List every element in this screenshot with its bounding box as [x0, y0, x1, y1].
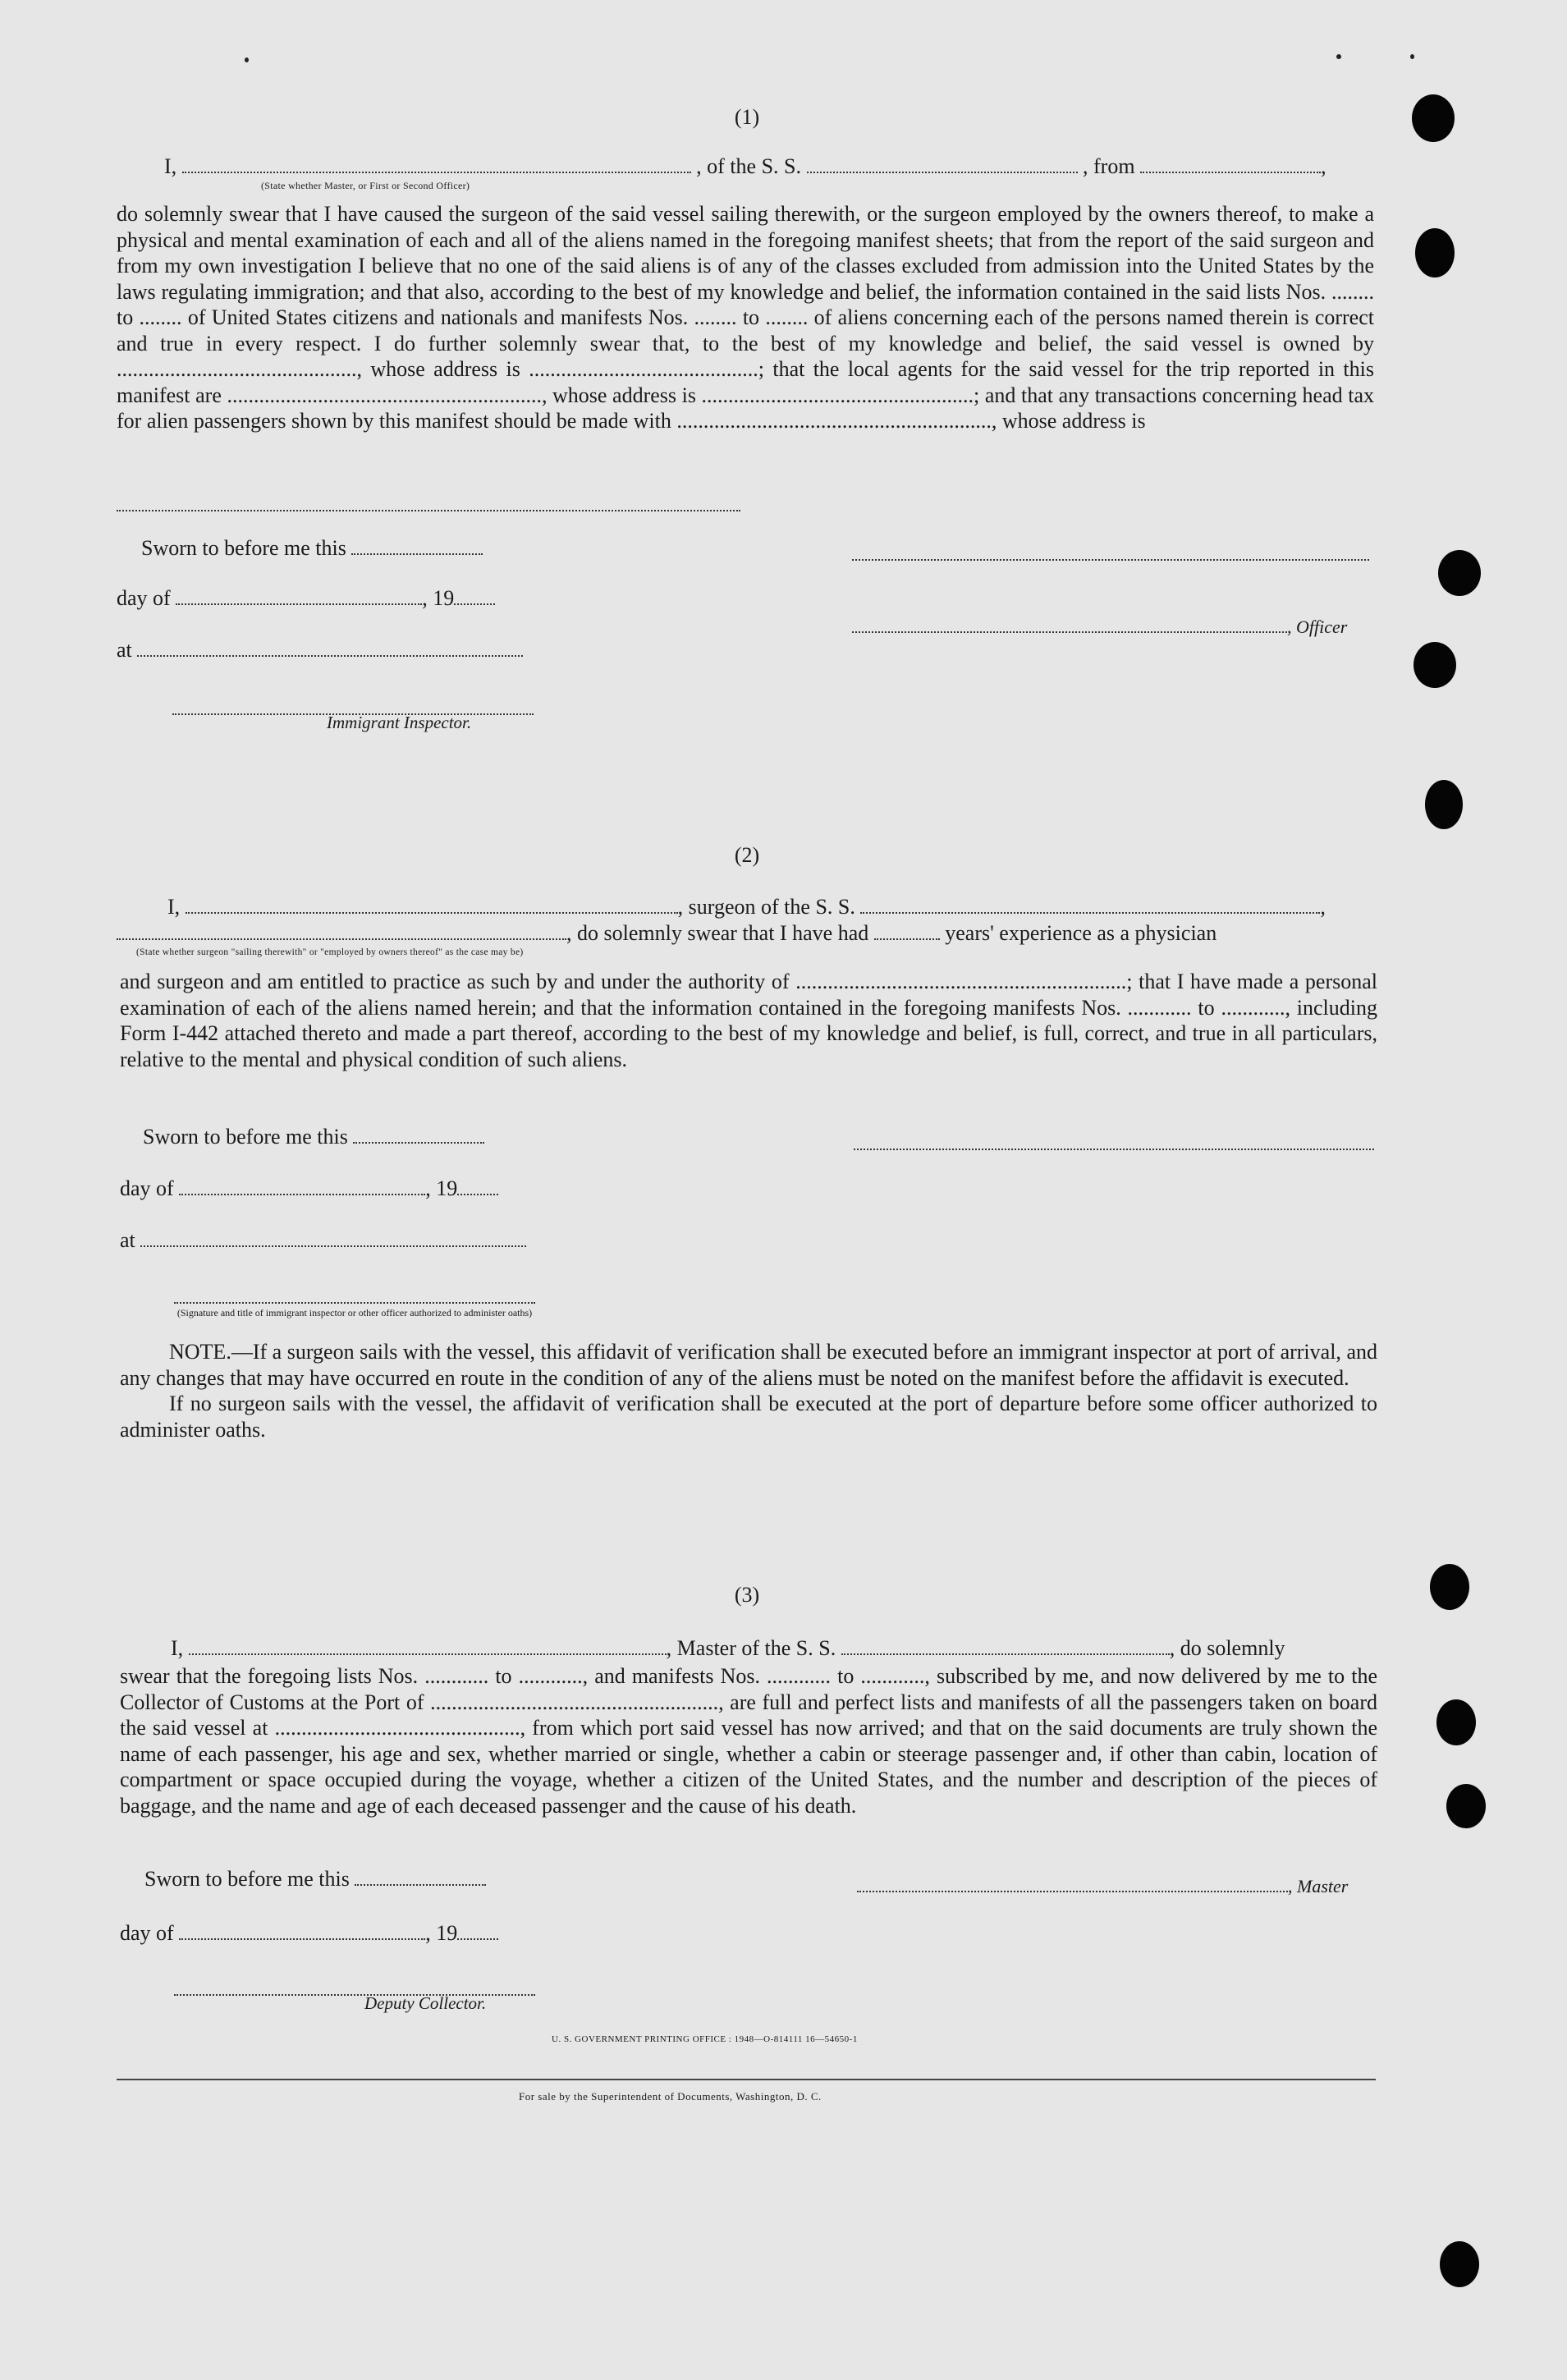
day-of-text: day of — [120, 1176, 174, 1200]
sworn-text: Sworn to before me this — [143, 1125, 348, 1149]
ink-speck — [1336, 54, 1341, 59]
ink-speck — [245, 57, 249, 62]
affiant-line: I, , of the S. S. , from , — [164, 154, 1326, 178]
at-line — [117, 638, 523, 663]
rank-caption: (State whether Master, or First or Second Officer) — [261, 180, 470, 191]
inspector-label: Immigrant Inspector. — [327, 713, 472, 732]
affidavit-body — [117, 201, 1374, 434]
from-port-field[interactable] — [1140, 168, 1321, 173]
day-line — [120, 1921, 498, 1946]
sworn-date-field[interactable] — [351, 550, 483, 555]
year-text: , 19 — [425, 1176, 458, 1200]
day-of-text: day of — [117, 586, 171, 610]
collector-label: Deputy Collector. — [364, 1993, 487, 2013]
surgeon-status-field[interactable] — [117, 935, 566, 940]
footer-rule — [117, 2079, 1376, 2080]
month-field[interactable] — [179, 1935, 425, 1940]
punch-hole — [1446, 1784, 1486, 1828]
lead-text: I, — [167, 895, 181, 919]
day-line — [120, 1176, 498, 1201]
solemnly-text: , do solemnly — [1169, 1636, 1285, 1660]
officer-signature-field[interactable] — [852, 628, 1287, 633]
note-text: If no surgeon sails with the vessel, the affidavit of verification shall be executed at the port of departure before some officer authorized to administer oaths. — [120, 1392, 1377, 1442]
swear-text: , do solemnly swear that I have had — [566, 921, 869, 945]
place-field[interactable] — [140, 1242, 526, 1247]
section-number: (2) — [734, 843, 760, 867]
punch-hole — [1414, 642, 1456, 688]
master-signature-field[interactable] — [857, 1887, 1288, 1892]
punch-hole — [1440, 2241, 1479, 2287]
lead-text: I, — [164, 154, 177, 178]
for-sale-notice: For sale by the Superintendent of Documents, Washington, D. C. — [519, 2090, 822, 2103]
sworn-date-field[interactable] — [355, 1881, 486, 1886]
punch-hole — [1425, 780, 1463, 829]
sworn-date-field[interactable] — [353, 1139, 484, 1144]
year-field[interactable] — [454, 600, 495, 605]
punch-hole — [1438, 550, 1481, 596]
officer-label: , Officer — [1287, 617, 1348, 637]
surgeon-of-text: , surgeon of the S. S. — [677, 895, 855, 919]
printing-office-imprint: U. S. GOVERNMENT PRINTING OFFICE : 1948—O-814111 16—54650-1 — [552, 2034, 858, 2044]
signature-caption: (Signature and title of immigrant inspector or other officer authorized to administer oaths) — [176, 1307, 533, 1318]
blank-line[interactable] — [117, 493, 740, 517]
master-label: , Master — [1288, 1876, 1349, 1896]
vessel-name-field[interactable] — [807, 168, 1078, 173]
at-text: at — [117, 638, 132, 662]
master-of-text: , Master of the S. S. — [666, 1636, 836, 1660]
punch-hole — [1436, 1699, 1476, 1745]
ink-speck — [1410, 54, 1414, 59]
day-of-text: day of — [120, 1921, 174, 1945]
section-number: (1) — [734, 105, 760, 129]
affidavit-text: and surgeon and am entitled to practice as such by and under the authority of ..............................................................; that I have made a personal examination of each of the aliens named herein; and that the information contained in the foregoing manifests Nos. ............ to ............, including Form I-442 attached thereto and made a part thereof, according to the best of my knowledge and belief, is full, correct, and true in all particulars, relative to the mental and physical condition of such aliens. — [120, 970, 1377, 1071]
year-text: , 19 — [425, 1921, 458, 1945]
experience-line — [117, 921, 1216, 946]
of-ss-text: , of the S. S. — [696, 154, 802, 178]
surgeon-line: I, , surgeon of the S. S. , — [167, 895, 1326, 919]
sworn-line — [143, 1125, 484, 1149]
surgeon-name-field[interactable] — [186, 909, 678, 914]
lead-text: I, — [171, 1636, 184, 1660]
at-text: at — [120, 1228, 135, 1252]
day-line — [117, 586, 495, 611]
sworn-line — [144, 1867, 486, 1892]
at-line — [120, 1228, 526, 1253]
from-text: , from — [1083, 154, 1135, 178]
affidavit-body — [120, 1663, 1377, 1818]
month-field[interactable] — [179, 1190, 425, 1195]
years-text: years' experience as a physician — [945, 921, 1217, 945]
rank-field[interactable] — [182, 168, 691, 173]
punch-hole — [1415, 228, 1455, 277]
years-field[interactable] — [874, 935, 940, 940]
signature-line[interactable] — [854, 1131, 1374, 1156]
officer-line — [852, 614, 1347, 639]
vessel-name-field[interactable] — [841, 1650, 1170, 1655]
master-signature-line — [857, 1873, 1348, 1898]
affidavit-body — [120, 969, 1377, 1072]
signature-line[interactable] — [852, 542, 1369, 566]
sworn-text: Sworn to before me this — [141, 536, 346, 560]
inspector-signature-field[interactable] — [174, 1285, 535, 1309]
year-field[interactable] — [457, 1190, 498, 1195]
master-name-field[interactable] — [189, 1650, 667, 1655]
sworn-line — [141, 536, 483, 561]
place-field[interactable] — [137, 652, 523, 657]
vessel-name-field[interactable] — [860, 909, 1320, 914]
sworn-text: Sworn to before me this — [144, 1867, 350, 1891]
note — [120, 1339, 1377, 1442]
master-line — [171, 1636, 1285, 1661]
surgeon-caption: (State whether surgeon "sailing therewith" or "employed by owners thereof" as the case may be) — [136, 947, 524, 957]
year-field[interactable] — [457, 1935, 498, 1940]
affidavit-text: swear that the foregoing lists Nos. ............ to ............, and manifests Nos. ............ to ............, subscribed by me, and now delivered by me to the Collector of Customs at the Port of ......................................................, are full and perfect lists and manifests of all the passengers taken on board the said vessel at .............................................., from which port said vessel has now arrived; and that on the said documents are truly shown the name of each passenger, his age and sex, whether married or single, whether a cabin or steerage passenger and, if other than cabin, location of compartment or space occupied during the voyage, whether a citizen of the United States, and the number and description of the pieces of baggage, and the name and age of each deceased passenger and the cause of his death. — [120, 1664, 1377, 1818]
section-number: (3) — [734, 1583, 760, 1607]
note-text: NOTE.—If a surgeon sails with the vessel, this affidavit of verification shall be executed before an immigrant inspector at port of arrival, and any changes that may have occurred en route in the condition of any of the aliens must be noted on the manifest before the affidavit is executed. — [120, 1340, 1377, 1390]
year-text: , 19 — [422, 586, 455, 610]
affidavit-text: do solemnly swear that I have caused the surgeon of the said vessel sailing therewith, or the surgeon employed by the owners thereof, to make a physical and mental examination of each and all of the aliens named in the foregoing manifest sheets; that from the report of the said surgeon and from my own investigation I believe that no one of the said aliens is of any of the classes excluded from admission into the United States by the laws regulating immigration; and that also, according to the best of my knowledge and belief, the information contained in the said lists Nos. ........ to ........ of United States citizens and nationals and manifests Nos. ........ to ........ of aliens concerning each of the persons named therein is correct and true in every respect. I do further solemnly swear that, to the best of my knowledge and belief, the said vessel is owned by ............................................., whose address is ...........................................; that the local agents for the said vessel for the trip reported in this manifest are ..........................................................., whose address is ...................................................; and that any transactions concerning head tax for alien passengers shown by this manifest should be made with ..........................................................., whose address is — [117, 202, 1374, 433]
month-field[interactable] — [176, 600, 422, 605]
